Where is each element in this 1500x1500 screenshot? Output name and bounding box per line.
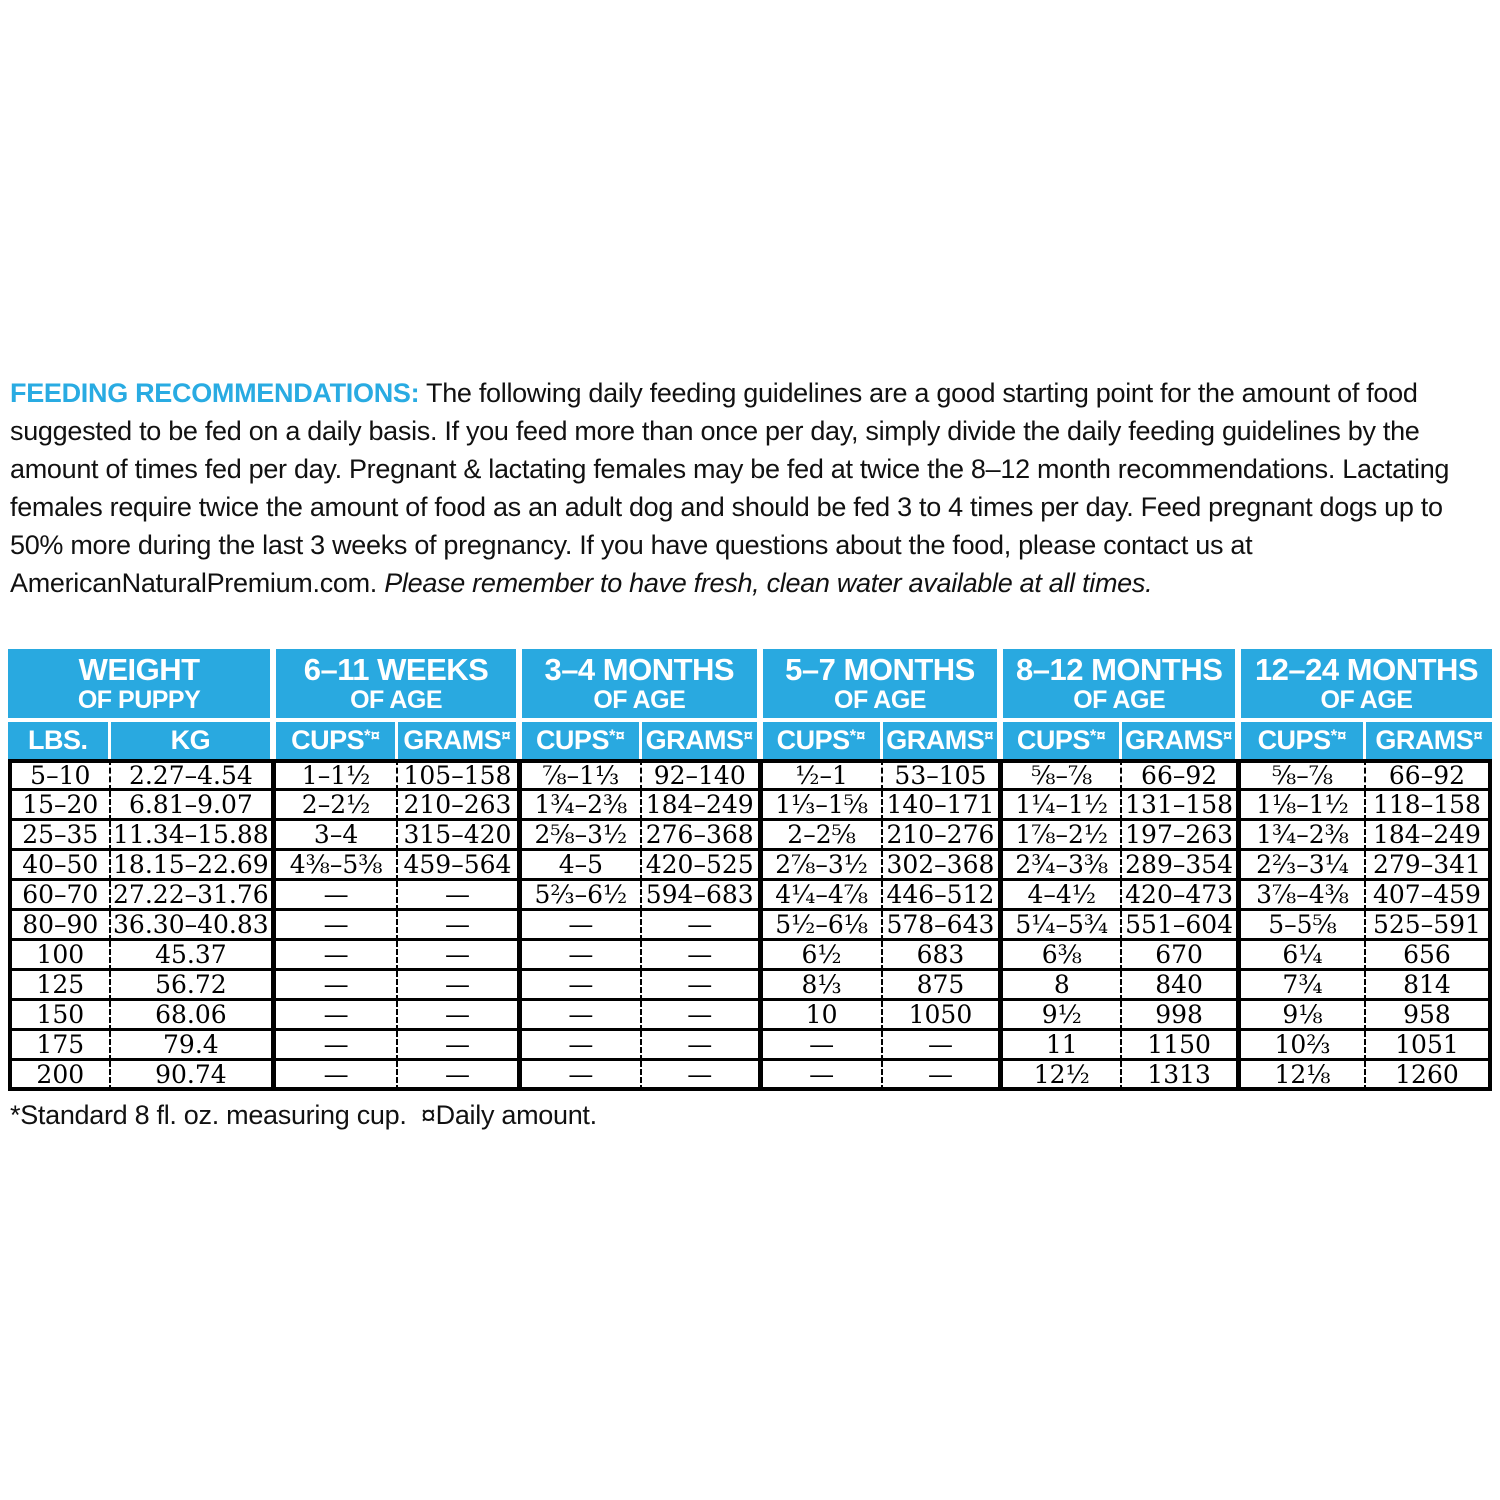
table-cell: 105–158 (398, 759, 522, 791)
table-cell: 68.06 (111, 1001, 277, 1031)
table-cell: 4⅜–5⅜ (276, 851, 398, 881)
table-cell: ⅝–⅞ (1003, 759, 1122, 791)
table-cell: — (398, 911, 522, 941)
table-cell: — (276, 1061, 398, 1091)
table-cell: 525–591 (1366, 911, 1492, 941)
table-cell: 27.22–31.76 (111, 881, 277, 911)
col-label: LBS. (28, 725, 88, 755)
table-cell: — (883, 1061, 1004, 1091)
table-cell: — (642, 971, 763, 1001)
table-cell: — (522, 971, 642, 1001)
table-cell: 45.37 (111, 941, 277, 971)
col-header-grams-1 (398, 722, 522, 759)
group-title: 6–11 WEEKS (303, 652, 489, 688)
table-cell: 958 (1366, 1001, 1492, 1031)
table-row (8, 821, 1492, 851)
table-cell: — (398, 1061, 522, 1091)
table-cell: — (398, 881, 522, 911)
table-cell: 276–368 (642, 821, 763, 851)
col-header-grams-3 (883, 722, 1004, 759)
table-cell: 92–140 (642, 759, 763, 791)
table-cell: 3–4 (276, 821, 398, 851)
table-cell: 1⅓–1⅝ (763, 791, 883, 821)
col-label-sup: *¤ (1330, 726, 1347, 745)
table-cell: 407–459 (1366, 881, 1492, 911)
table-cell: 11 (1003, 1031, 1122, 1061)
table-row (8, 881, 1492, 911)
table-cell: ⅝–⅞ (1241, 759, 1366, 791)
table-cell: 118–158 (1366, 791, 1492, 821)
table-cell: 12⅛ (1241, 1061, 1366, 1091)
table-cell: 100 (8, 941, 111, 971)
col-label-sup: *¤ (608, 726, 625, 745)
sub-header-row (8, 722, 1492, 759)
table-cell: 459–564 (398, 851, 522, 881)
table-row (8, 971, 1492, 1001)
table-cell: 7¾ (1241, 971, 1366, 1001)
col-header-lbs (8, 722, 111, 759)
table-cell: — (642, 911, 763, 941)
table-cell: 6.81–9.07 (111, 791, 277, 821)
table-cell: 302–368 (883, 851, 1004, 881)
table-row (8, 791, 1492, 821)
table-row (8, 851, 1492, 881)
feeding-table (8, 649, 1492, 1091)
group-header-8-12-months (1003, 649, 1241, 722)
table-cell: — (763, 1031, 883, 1061)
table-cell: — (763, 1061, 883, 1091)
table-cell: 6½ (763, 941, 883, 971)
group-header-row (8, 649, 1492, 722)
group-title: WEIGHT (78, 652, 200, 688)
group-title: 8–12 MONTHS (1016, 652, 1223, 688)
table-cell: 9⅛ (1241, 1001, 1366, 1031)
group-subtitle: OF AGE (1320, 685, 1413, 714)
col-label-sup: *¤ (849, 726, 866, 745)
table-cell: 2⅝–3½ (522, 821, 642, 851)
table-cell: 683 (883, 941, 1004, 971)
group-title: 3–4 MONTHS (544, 652, 735, 688)
intro-paragraph (10, 374, 1492, 602)
col-label-sup: ¤ (1473, 726, 1483, 745)
group-title: 12–24 MONTHS (1254, 652, 1479, 688)
group-header-weight (8, 649, 276, 722)
table-cell: 4–5 (522, 851, 642, 881)
table-body (8, 759, 1492, 1091)
table-cell: — (522, 1061, 642, 1091)
table-cell: 10⅔ (1241, 1031, 1366, 1061)
table-cell: 551–604 (1122, 911, 1241, 941)
table-cell: 10 (763, 1001, 883, 1031)
table-row (8, 1031, 1492, 1061)
group-subtitle: OF PUPPY (77, 685, 201, 714)
col-header-grams-5 (1366, 722, 1492, 759)
table-cell: 3⅞–4⅜ (1241, 881, 1366, 911)
table-cell: 1¼–1½ (1003, 791, 1122, 821)
col-header-grams-4 (1122, 722, 1241, 759)
table-cell: 5–10 (8, 759, 111, 791)
table-cell: 184–249 (642, 791, 763, 821)
table-cell: 60–70 (8, 881, 111, 911)
group-header-6-11-weeks (276, 649, 522, 722)
table-cell: 6¼ (1241, 941, 1366, 971)
table-cell: ½–1 (763, 759, 883, 791)
table-cell: 2.27–4.54 (111, 759, 277, 791)
table-cell: — (276, 1001, 398, 1031)
table-cell: 11.34–15.88 (111, 821, 277, 851)
col-header-cups-3 (763, 722, 883, 759)
table-cell: 1150 (1122, 1031, 1241, 1061)
col-label: GRAMS (1124, 725, 1223, 755)
table-cell: 840 (1122, 971, 1241, 1001)
col-header-cups-1 (276, 722, 398, 759)
table-cell: 1–1½ (276, 759, 398, 791)
col-label: CUPS (291, 725, 365, 755)
table-row (8, 1001, 1492, 1031)
table-cell: 656 (1366, 941, 1492, 971)
table-cell: 1⅞–2½ (1003, 821, 1122, 851)
table-cell: 184–249 (1366, 821, 1492, 851)
table-cell: 2¾–3⅜ (1003, 851, 1122, 881)
table-cell: 315–420 (398, 821, 522, 851)
col-label-sup: ¤ (984, 726, 994, 745)
group-subtitle: OF AGE (834, 685, 926, 714)
table-cell: 8⅓ (763, 971, 883, 1001)
table-cell: 175 (8, 1031, 111, 1061)
table-cell: 4¼–4⅞ (763, 881, 883, 911)
col-label-sup: ¤ (1222, 726, 1233, 745)
col-header-cups-5 (1241, 722, 1366, 759)
table-cell: 150 (8, 1001, 111, 1031)
table-cell: 5½–6⅛ (763, 911, 883, 941)
table-cell: — (642, 941, 763, 971)
col-label: GRAMS (1375, 725, 1474, 755)
table-cell: 15–20 (8, 791, 111, 821)
table-cell: 12½ (1003, 1061, 1122, 1091)
table-cell: ⅞–1⅓ (522, 759, 642, 791)
col-label: CUPS (1016, 725, 1090, 755)
table-cell: — (522, 941, 642, 971)
group-header-12-24-months (1241, 649, 1492, 722)
col-label-sup: ¤ (743, 726, 753, 745)
table-cell: 140–171 (883, 791, 1004, 821)
table-cell: 420–525 (642, 851, 763, 881)
footnote: *Standard 8 fl. oz. measuring cup. ¤Daily amount. (10, 1100, 597, 1130)
table-cell: 2–2½ (276, 791, 398, 821)
table-row (8, 911, 1492, 941)
table-header (8, 649, 1492, 759)
table-cell: 289–354 (1122, 851, 1241, 881)
table-cell: — (883, 1031, 1004, 1061)
col-label: KG (170, 725, 211, 755)
col-label-sup: ¤ (501, 726, 511, 745)
table-cell: 9½ (1003, 1001, 1122, 1031)
col-label-sup: *¤ (364, 726, 380, 745)
group-subtitle: OF AGE (1073, 685, 1166, 714)
table-cell: 1051 (1366, 1031, 1492, 1061)
table-cell: — (398, 1001, 522, 1031)
table-cell: 670 (1122, 941, 1241, 971)
table-cell: 1¾–2⅜ (522, 791, 642, 821)
col-header-cups-2 (522, 722, 642, 759)
col-label: CUPS (535, 725, 609, 755)
table-cell: 4–4½ (1003, 881, 1122, 911)
table-cell: 36.30–40.83 (111, 911, 277, 941)
table-cell: — (398, 971, 522, 1001)
table-cell: — (398, 941, 522, 971)
intro-label: FEEDING RECOMMENDATIONS: (10, 378, 420, 408)
table-cell: 125 (8, 971, 111, 1001)
table-cell: — (398, 1031, 522, 1061)
table-cell: — (276, 911, 398, 941)
table-cell: — (276, 881, 398, 911)
table-cell: — (276, 941, 398, 971)
table-cell: 197–263 (1122, 821, 1241, 851)
table-cell: 210–263 (398, 791, 522, 821)
col-header-cups-4 (1003, 722, 1122, 759)
col-label: GRAMS (403, 725, 502, 755)
table-cell: 25–35 (8, 821, 111, 851)
table-cell: 1⅛–1½ (1241, 791, 1366, 821)
table-cell: 18.15–22.69 (111, 851, 277, 881)
table-cell: 578–643 (883, 911, 1004, 941)
table-cell: 131–158 (1122, 791, 1241, 821)
table-cell: — (642, 1061, 763, 1091)
table-cell: 998 (1122, 1001, 1241, 1031)
table-cell: 79.4 (111, 1031, 277, 1061)
table-cell: 279–341 (1366, 851, 1492, 881)
table-cell: 6⅜ (1003, 941, 1122, 971)
col-label: CUPS (776, 725, 850, 755)
group-subtitle: OF AGE (593, 685, 686, 714)
table-cell: 66–92 (1366, 759, 1492, 791)
table-cell: 8 (1003, 971, 1122, 1001)
col-label: GRAMS (645, 725, 744, 755)
table-cell: — (642, 1031, 763, 1061)
table-row (8, 759, 1492, 791)
table-cell: — (642, 1001, 763, 1031)
table-cell: 2⅞–3½ (763, 851, 883, 881)
table-cell: 5¼–5¾ (1003, 911, 1122, 941)
table-cell: 2⅔–3¼ (1241, 851, 1366, 881)
intro-body: The following daily feeding guidelines are a good starting point for the amount of food suggested to be fed on a daily basis. If you feed more than once per day, simply divide the daily feeding guidelines by the amount of times fed per day. Pregnant & lactating females may be fed at twice the 8–12 month recommendations. Lactating females require twice the amount of food as an adult dog and should be fed 3 to 4 times per day. Feed pregnant dogs up to 50% more during the last 3 weeks of pregnancy. If you have questions about the food, please contact us at AmericanNaturalPremium.com. (10, 378, 1450, 598)
table-row (8, 1061, 1492, 1091)
intro-italic: Please remember to have fresh, clean water available at all times. (384, 568, 1153, 598)
table-row (8, 941, 1492, 971)
group-subtitle: OF AGE (350, 685, 442, 714)
group-header-5-7-months (763, 649, 1004, 722)
table-cell: 875 (883, 971, 1004, 1001)
table-cell: 5–5⅝ (1241, 911, 1366, 941)
table-cell: 1050 (883, 1001, 1004, 1031)
group-header-3-4-months (522, 649, 763, 722)
table-cell: — (522, 1031, 642, 1061)
col-header-grams-2 (642, 722, 763, 759)
table-cell: 66–92 (1122, 759, 1241, 791)
col-label: GRAMS (886, 725, 985, 755)
table-cell: 80–90 (8, 911, 111, 941)
table-cell: 814 (1366, 971, 1492, 1001)
col-header-kg (111, 722, 277, 759)
table-cell: 40–50 (8, 851, 111, 881)
table-cell: — (522, 1001, 642, 1031)
table-cell: 1¾–2⅜ (1241, 821, 1366, 851)
table-cell: 594–683 (642, 881, 763, 911)
table-cell: 56.72 (111, 971, 277, 1001)
col-label: CUPS (1257, 725, 1331, 755)
table-cell: 420–473 (1122, 881, 1241, 911)
table-cell: — (276, 971, 398, 1001)
table-cell: 200 (8, 1061, 111, 1091)
table-cell: — (522, 911, 642, 941)
table-cell: 210–276 (883, 821, 1004, 851)
table-cell: 1313 (1122, 1061, 1241, 1091)
table-cell: 1260 (1366, 1061, 1492, 1091)
table-cell: 90.74 (111, 1061, 277, 1091)
table-cell: — (276, 1031, 398, 1061)
table-cell: 2–2⅝ (763, 821, 883, 851)
table-cell: 53–105 (883, 759, 1004, 791)
table-cell: 446–512 (883, 881, 1004, 911)
col-label-sup: *¤ (1089, 726, 1106, 745)
table-cell: 5⅔–6½ (522, 881, 642, 911)
group-title: 5–7 MONTHS (785, 652, 975, 688)
